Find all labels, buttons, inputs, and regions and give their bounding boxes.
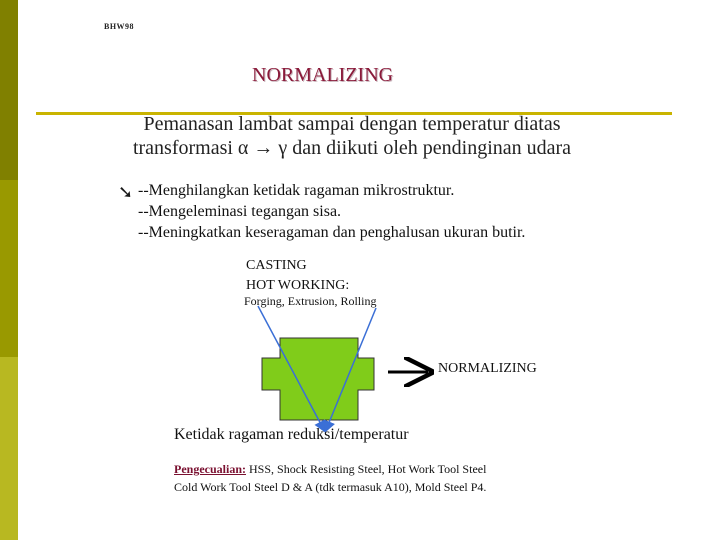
hot-working-methods: Forging, Extrusion, Rolling — [244, 294, 377, 308]
exceptions-heading: Pengecualian: — [174, 462, 246, 476]
exceptions-block — [174, 460, 486, 496]
list-item: --Meningkatkan keseragaman dan penghalusan ukuran butir. — [138, 224, 526, 241]
hot-working-label: HOT WORKING: — [246, 278, 350, 293]
normalizing-label: NORMALIZING — [438, 361, 537, 376]
result-label: Ketidak ragaman reduksi/temperatur — [174, 426, 409, 443]
workpiece-shape — [262, 338, 374, 420]
exceptions-text-1: HSS, Shock Resisting Steel, Hot Work Tool Steel — [249, 462, 487, 476]
slide-code: BHW98 — [104, 22, 135, 31]
casting-label: CASTING — [246, 258, 307, 273]
list-item: --Mengeleminasi tegangan sisa. — [138, 203, 342, 220]
exceptions-line-2: Cold Work Tool Steel D & A (tdk termasuk A10), Mold Steel P4. — [174, 480, 487, 494]
list-item: --Menghilangkan ketidak ragaman mikrostruktur. — [138, 182, 455, 199]
exceptions-line-1 — [174, 460, 486, 478]
intro-line-2: transformasi α → γ dan diikuti oleh pendinginan udara — [132, 137, 572, 159]
page-title: NORMALIZING — [252, 64, 394, 86]
arrow-bullet-icon: ➘ — [118, 182, 134, 203]
intro-line-1: Pemanasan lambat sampai dengan temperatur diatas — [143, 113, 561, 135]
